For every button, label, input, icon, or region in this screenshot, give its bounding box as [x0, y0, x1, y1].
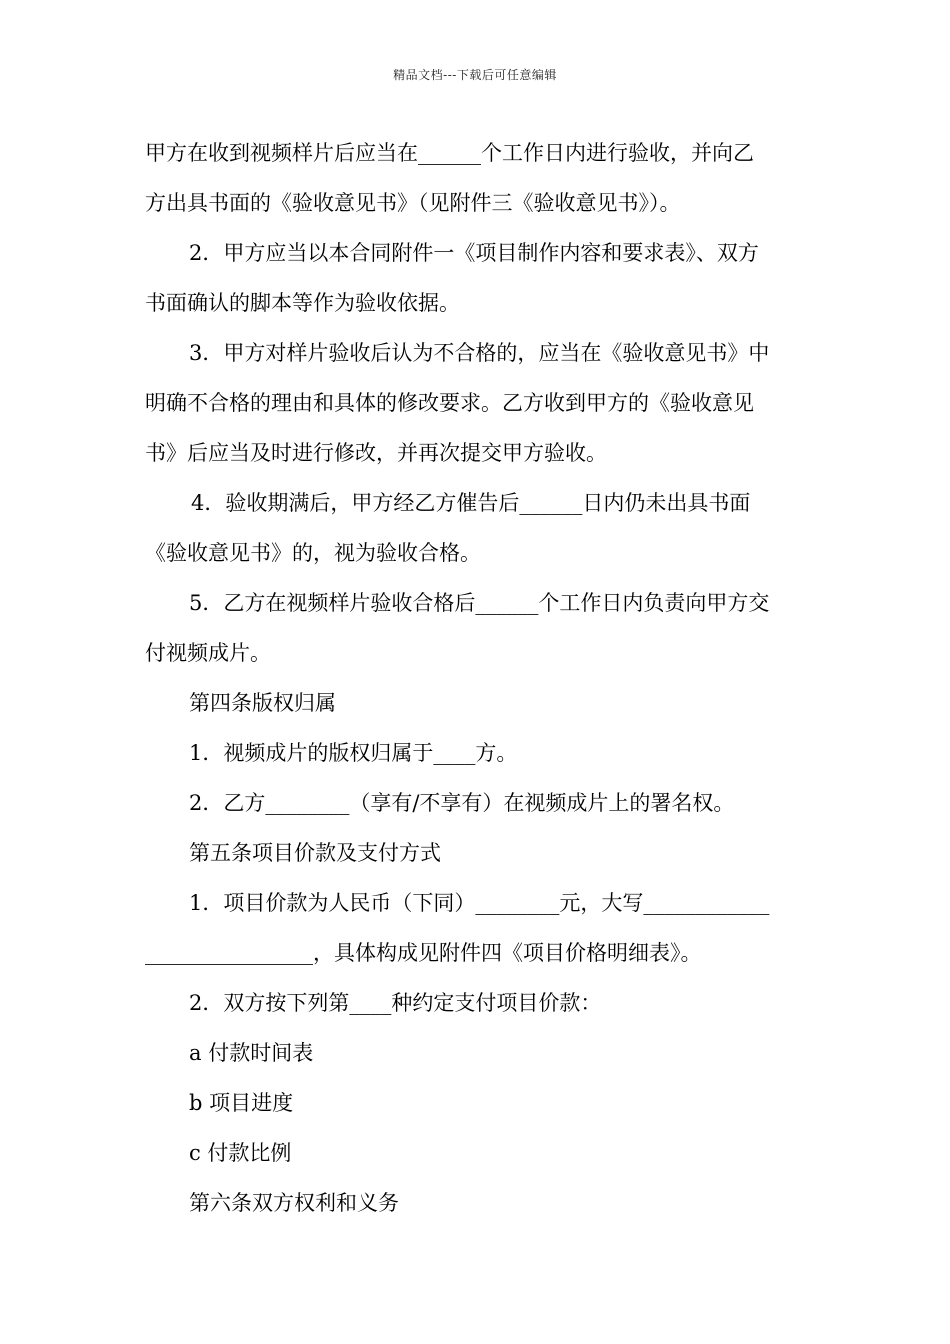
price-clause-2: 2．双方按下列第____种约定支付项目价款： — [189, 991, 602, 1015]
copyright-clause-1: 1．视频成片的版权归属于____方。 — [189, 741, 518, 765]
page-header: 精品文档---下载后可任意编辑 — [393, 68, 557, 82]
paragraph-line: ________________，具体构成见附件四《项目价格明细表》。 — [145, 941, 702, 965]
paragraph-line: 甲方在收到视频样片后应当在______个工作日内进行验收，并向乙 — [145, 141, 754, 165]
paragraph-line: 书》后应当及时进行修改，并再次提交甲方验收。 — [145, 441, 607, 465]
paragraph-line: 《验收意见书》的，视为验收合格。 — [145, 541, 481, 565]
copyright-clause-2: 2．乙方________（享有/不享有）在视频成片上的署名权。 — [189, 791, 735, 815]
section-heading-5: 第五条项目价款及支付方式 — [189, 841, 441, 865]
price-clause-1: 1．项目价款为人民币（下同）________元，大写____________ — [189, 891, 770, 915]
clause-4: 4．验收期满后，甲方经乙方催告后______日内仍未出具书面 — [191, 491, 751, 515]
paragraph-line: 方出具书面的《验收意见书》（见附件三《验收意见书》）。 — [145, 191, 681, 215]
paragraph-line: 付视频成片。 — [145, 641, 271, 665]
payment-option-b: b 项目进度 — [189, 1091, 294, 1115]
paragraph-line: 明确不合格的理由和具体的修改要求。乙方收到甲方的《验收意见 — [145, 391, 754, 415]
section-heading-6: 第六条双方权利和义务 — [189, 1191, 399, 1215]
section-heading-4: 第四条版权归属 — [189, 691, 336, 715]
payment-option-c: c 付款比例 — [189, 1141, 292, 1165]
document-body — [145, 128, 807, 1228]
clause-3: 3．甲方对样片验收后认为不合格的，应当在《验收意见书》中 — [189, 341, 770, 365]
payment-option-a: a 付款时间表 — [189, 1041, 314, 1065]
paragraph-line: 书面确认的脚本等作为验收依据。 — [145, 291, 460, 315]
clause-5: 5．乙方在视频样片验收合格后______个工作日内负责向甲方交 — [189, 591, 770, 615]
clause-2: 2．甲方应当以本合同附件一《项目制作内容和要求表》、双方 — [189, 241, 759, 265]
